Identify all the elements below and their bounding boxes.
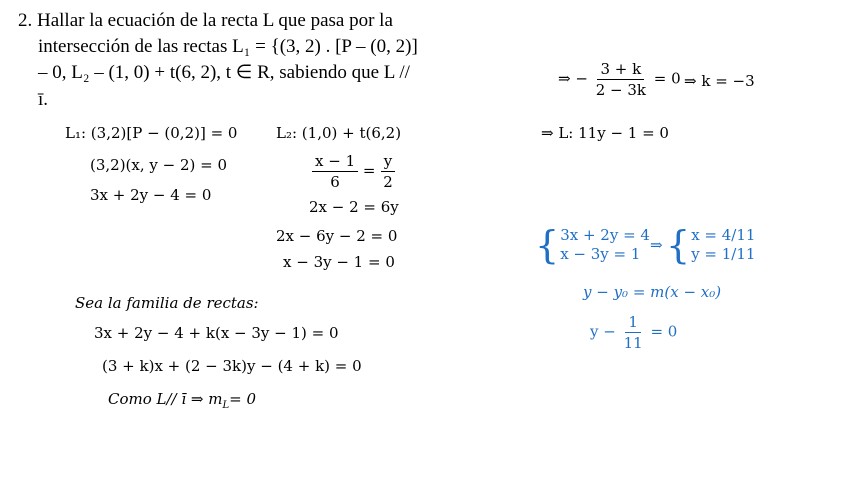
- k-equation: [558, 60, 681, 99]
- system-right: [666, 223, 756, 267]
- k-result: ⇒ k = −3: [684, 72, 755, 90]
- final-equation: [590, 313, 677, 352]
- final-pre: y −: [590, 322, 616, 341]
- l2-result: x − 3y − 1 = 0: [283, 253, 395, 271]
- problem-line-3: – 0, L₂ – (1, 0) + t(6, 2), t ∈ R, sabiendo que L //: [38, 62, 410, 83]
- linear-system: [535, 223, 650, 267]
- family-label: Sea la familia de rectas:: [75, 294, 259, 312]
- l2-fraction-equals: =: [362, 161, 376, 180]
- l2-fraction-left: [312, 152, 358, 191]
- parallel-condition-text: Como L// ī ⇒ m: [108, 390, 223, 408]
- l2-step-1: 2x − 2 = 6y: [309, 198, 399, 216]
- system-left: [535, 223, 650, 267]
- l1-step: (3,2)(x, y − 2) = 0: [90, 156, 228, 174]
- l2-step-2: 2x − 6y − 2 = 0: [276, 227, 398, 245]
- system-eq-2: x − 3y = 1: [560, 245, 641, 263]
- system-eq-1: 3x + 2y = 4: [560, 226, 650, 244]
- family-expanded: (3 + k)x + (2 − 3k)y − (4 + k) = 0: [102, 357, 362, 375]
- k-fraction-num: 3 + k: [597, 60, 644, 80]
- k-fraction: [593, 60, 649, 99]
- parallel-condition: [108, 390, 256, 411]
- l2-definition: L₂: (1,0) + t(6,2): [276, 124, 402, 142]
- system-arrow: ⇒: [650, 236, 663, 254]
- problem-line-2: intersección de las rectas L₁ = {(3, 2) . [P – (0, 2)]: [38, 36, 418, 57]
- point-slope-form: y − y₀ = m(x − x₀): [583, 283, 722, 301]
- solution-y: y = 1/11: [691, 245, 756, 263]
- final-fraction: [621, 313, 646, 352]
- final-fraction-den: 11: [623, 334, 643, 352]
- l1-definition: L₁: (3,2)[P − (0,2)] = 0: [65, 124, 238, 142]
- family-equation: 3x + 2y − 4 + k(x − 3y − 1) = 0: [94, 324, 339, 342]
- l2-fraction-left-den: 6: [330, 173, 340, 191]
- final-post: = 0: [650, 322, 678, 341]
- parallel-condition-sub: L: [222, 400, 230, 411]
- solution-x: x = 4/11: [691, 226, 756, 244]
- problem-line-1: 2. Hallar la ecuación de la recta L que pasa por la: [18, 10, 393, 31]
- solution-brace-icon: {: [666, 223, 691, 267]
- k-equals-zero: = 0: [653, 69, 681, 88]
- l2-fraction-right: [380, 152, 396, 191]
- left-brace-icon: {: [535, 223, 560, 267]
- parallel-condition-end: = 0: [229, 390, 257, 408]
- l2-fraction-equation: [312, 152, 396, 191]
- l2-fraction-right-num: y: [381, 152, 395, 172]
- problem-line-4: ī.: [38, 89, 49, 110]
- k-fraction-den: 2 − 3k: [595, 81, 646, 99]
- final-fraction-num: 1: [625, 313, 641, 333]
- l1-result: 3x + 2y − 4 = 0: [90, 186, 212, 204]
- l2-fraction-left-num: x − 1: [312, 152, 358, 172]
- k-arrow: ⇒ −: [558, 69, 588, 88]
- line-l-result: ⇒ L: 11y − 1 = 0: [541, 124, 669, 142]
- system-solution: [666, 223, 756, 267]
- l2-fraction-right-den: 2: [383, 173, 393, 191]
